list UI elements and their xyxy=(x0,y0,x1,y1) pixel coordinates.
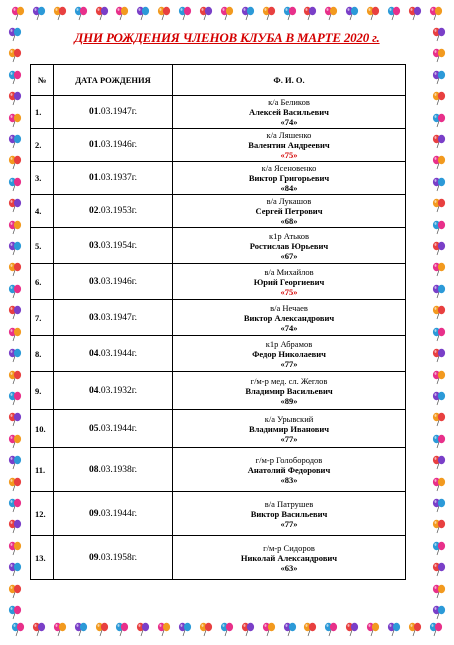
balloon-bunch-icon xyxy=(7,69,23,85)
balloon-bunch-icon xyxy=(431,454,447,470)
balloon-bunch-icon xyxy=(7,583,23,599)
member-fio xyxy=(173,195,406,228)
table-row xyxy=(31,162,406,195)
balloon-bunch-icon xyxy=(7,90,23,106)
balloon-bunch-icon xyxy=(344,5,360,21)
table-row xyxy=(31,195,406,228)
balloon-bunch-icon xyxy=(94,621,110,637)
birth-date xyxy=(54,448,173,492)
birth-day: 09 xyxy=(89,552,99,563)
row-number: 8. xyxy=(31,336,54,372)
birth-day: 01 xyxy=(89,173,99,183)
balloon-bunch-icon xyxy=(7,240,23,256)
balloon-bunch-icon xyxy=(114,5,130,21)
member-fio xyxy=(173,96,406,129)
balloon-bunch-icon xyxy=(7,497,23,513)
balloon-bunch-icon xyxy=(7,133,23,149)
birth-month-year: .03.1938г. xyxy=(98,464,137,475)
table-row xyxy=(31,264,406,300)
birth-month-year: .03.1946г. xyxy=(98,276,137,287)
row-number: 2. xyxy=(31,129,54,162)
balloon-bunch-icon xyxy=(431,369,447,385)
balloon-bunch-icon xyxy=(240,5,256,21)
member-age: «77» xyxy=(280,433,298,444)
member-given-names: Владимир Иванович xyxy=(248,423,330,434)
member-rank-surname: в/а Нечаев xyxy=(270,302,308,313)
balloon-bunch-icon xyxy=(386,5,402,21)
balloon-bunch-icon xyxy=(198,621,214,637)
balloon-bunch-icon xyxy=(407,5,423,21)
balloon-bunch-icon xyxy=(52,621,68,637)
balloon-bunch-icon xyxy=(135,621,151,637)
member-given-names: Сергей Петрович xyxy=(255,206,323,216)
balloon-bunch-icon xyxy=(240,621,256,637)
balloon-bunch-icon xyxy=(431,69,447,85)
birth-date xyxy=(54,410,173,448)
member-given-names: Ростислав Юрьевич xyxy=(249,240,329,251)
member-given-names: Анатолий Федорович xyxy=(247,464,331,475)
member-rank-surname: в/а Лукашов xyxy=(266,196,312,206)
balloon-bunch-icon xyxy=(177,5,193,21)
balloon-bunch-icon xyxy=(7,283,23,299)
balloon-bunch-icon xyxy=(7,604,23,620)
member-rank-surname: к/а Урывский xyxy=(264,413,314,424)
birth-day: 01 xyxy=(89,107,99,117)
birth-day: 03 xyxy=(89,276,99,287)
member-rank-surname: к/а Ясеновенко xyxy=(261,163,317,173)
balloon-bunch-icon xyxy=(7,219,23,235)
member-age: «63» xyxy=(280,562,298,573)
balloon-bunch-icon xyxy=(282,5,298,21)
balloon-bunch-icon xyxy=(431,240,447,256)
balloon-bunch-icon xyxy=(323,621,339,637)
balloon-border-bottom xyxy=(10,620,444,638)
balloon-bunch-icon xyxy=(7,261,23,277)
birthday-table xyxy=(30,64,406,580)
balloon-bunch-icon xyxy=(431,176,447,192)
row-number: 7. xyxy=(31,300,54,336)
member-rank-surname: г/м-р Голобородов xyxy=(255,454,323,465)
balloon-bunch-icon xyxy=(7,454,23,470)
row-number: 1. xyxy=(31,96,54,129)
balloon-bunch-icon xyxy=(365,5,381,21)
birth-date xyxy=(54,228,173,264)
balloon-bunch-icon xyxy=(431,540,447,556)
balloon-bunch-icon xyxy=(114,621,130,637)
member-rank-surname: к/а Ляшенко xyxy=(266,130,312,140)
row-number: 4. xyxy=(31,195,54,228)
member-fio xyxy=(173,162,406,195)
member-rank-surname: в/а Патрушев xyxy=(264,498,314,509)
balloon-bunch-icon xyxy=(7,411,23,427)
birth-day: 04 xyxy=(89,348,99,359)
birth-day: 01 xyxy=(89,140,99,150)
balloon-bunch-icon xyxy=(7,197,23,213)
table-row xyxy=(31,336,406,372)
birth-month-year: .03.1937г. xyxy=(98,173,137,183)
member-fio xyxy=(173,410,406,448)
balloon-bunch-icon xyxy=(7,112,23,128)
balloon-bunch-icon xyxy=(282,621,298,637)
member-age: «75» xyxy=(280,286,298,297)
row-number: 10. xyxy=(31,410,54,448)
member-fio xyxy=(173,228,406,264)
balloon-bunch-icon xyxy=(31,621,47,637)
balloon-bunch-icon xyxy=(431,261,447,277)
birth-month-year: .03.1932г. xyxy=(98,385,137,396)
birth-day: 03 xyxy=(89,240,99,251)
balloon-bunch-icon xyxy=(431,390,447,406)
balloon-bunch-icon xyxy=(431,112,447,128)
birth-day: 09 xyxy=(89,508,99,519)
birth-date xyxy=(54,96,173,129)
birth-day: 02 xyxy=(89,206,99,216)
member-fio xyxy=(173,372,406,410)
balloon-bunch-icon xyxy=(431,26,447,42)
table-row xyxy=(31,372,406,410)
member-age: «77» xyxy=(280,358,298,369)
birth-month-year: .03.1944г. xyxy=(98,508,137,519)
balloon-bunch-icon xyxy=(431,583,447,599)
member-age: «77» xyxy=(280,518,298,529)
birth-month-year: .03.1954г. xyxy=(98,240,137,251)
balloon-bunch-icon xyxy=(73,621,89,637)
balloon-bunch-icon xyxy=(431,283,447,299)
member-age: «83» xyxy=(280,474,298,485)
row-number: 12. xyxy=(31,492,54,536)
balloon-bunch-icon xyxy=(7,476,23,492)
balloon-bunch-icon xyxy=(431,326,447,342)
member-given-names: Виктор Васильевич xyxy=(250,508,328,519)
birth-date xyxy=(54,300,173,336)
balloon-border-top xyxy=(10,4,444,22)
header-name: Ф. И. О. xyxy=(173,65,406,96)
table-row xyxy=(31,410,406,448)
birth-month-year: .03.1947г. xyxy=(98,312,137,323)
balloon-bunch-icon xyxy=(431,197,447,213)
row-number: 3. xyxy=(31,162,54,195)
table-row xyxy=(31,448,406,492)
birth-date xyxy=(54,162,173,195)
row-number: 13. xyxy=(31,536,54,580)
balloon-bunch-icon xyxy=(73,5,89,21)
balloon-bunch-icon xyxy=(7,47,23,63)
balloon-bunch-icon xyxy=(386,621,402,637)
balloon-bunch-icon xyxy=(7,390,23,406)
member-rank-surname: г/м-р Сидоров xyxy=(263,542,315,553)
member-fio xyxy=(173,336,406,372)
member-rank-surname: к1р Абрамов xyxy=(265,338,313,349)
row-number: 5. xyxy=(31,228,54,264)
row-number: 11. xyxy=(31,448,54,492)
table-row xyxy=(31,228,406,264)
balloon-bunch-icon xyxy=(219,5,235,21)
balloon-bunch-icon xyxy=(431,604,447,620)
member-given-names: Федор Николаевич xyxy=(252,348,326,359)
member-fio xyxy=(173,264,406,300)
balloon-bunch-icon xyxy=(7,154,23,170)
birth-day: 04 xyxy=(89,385,99,396)
balloon-bunch-icon xyxy=(407,621,423,637)
balloon-bunch-icon xyxy=(344,621,360,637)
birth-date xyxy=(54,372,173,410)
member-given-names: Валентин Андреевич xyxy=(248,140,330,150)
balloon-bunch-icon xyxy=(302,5,318,21)
member-age: «89» xyxy=(280,395,298,406)
table-body xyxy=(31,96,406,580)
birth-day: 03 xyxy=(89,312,99,323)
balloon-bunch-icon xyxy=(156,5,172,21)
member-given-names: Виктор Александрович xyxy=(243,312,335,323)
member-rank-surname: к/а Беликов xyxy=(268,97,310,107)
birth-month-year: .03.1958г. xyxy=(98,552,137,563)
member-age: «74» xyxy=(280,322,298,333)
balloon-bunch-icon xyxy=(7,347,23,363)
header-num: № xyxy=(31,65,54,96)
member-fio xyxy=(173,300,406,336)
balloon-bunch-icon xyxy=(431,133,447,149)
birth-date xyxy=(54,129,173,162)
member-given-names: Юрий Георгиевич xyxy=(253,276,325,287)
birth-day: 08 xyxy=(89,464,99,475)
header-date: ДАТА РОЖДЕНИЯ xyxy=(54,65,173,96)
member-fio xyxy=(173,492,406,536)
balloon-bunch-icon xyxy=(10,621,26,637)
balloon-bunch-icon xyxy=(431,347,447,363)
balloon-bunch-icon xyxy=(177,621,193,637)
balloon-bunch-icon xyxy=(7,176,23,192)
balloon-bunch-icon xyxy=(431,47,447,63)
balloon-bunch-icon xyxy=(135,5,151,21)
row-number: 6. xyxy=(31,264,54,300)
table-row xyxy=(31,300,406,336)
balloon-bunch-icon xyxy=(431,90,447,106)
balloon-bunch-icon xyxy=(261,5,277,21)
balloon-bunch-icon xyxy=(7,561,23,577)
birth-month-year: .03.1944г. xyxy=(98,348,137,359)
balloon-bunch-icon xyxy=(431,304,447,320)
birth-day: 05 xyxy=(89,423,99,434)
birth-date xyxy=(54,264,173,300)
member-rank-surname: г/м-р мед. сл. Жеглов xyxy=(250,375,328,386)
balloon-bunch-icon xyxy=(431,154,447,170)
table-row xyxy=(31,492,406,536)
balloon-bunch-icon xyxy=(431,219,447,235)
birth-month-year: .03.1953г. xyxy=(98,206,137,216)
member-rank-surname: в/а Михайлов xyxy=(264,266,314,277)
balloon-bunch-icon xyxy=(31,5,47,21)
balloon-bunch-icon xyxy=(156,621,172,637)
birth-date xyxy=(54,195,173,228)
balloon-bunch-icon xyxy=(261,621,277,637)
balloon-bunch-icon xyxy=(7,26,23,42)
balloon-bunch-icon xyxy=(431,476,447,492)
member-given-names: Владимир Васильевич xyxy=(245,385,333,396)
member-age: «75» xyxy=(280,150,298,160)
balloon-bunch-icon xyxy=(431,497,447,513)
balloon-bunch-icon xyxy=(7,326,23,342)
balloon-bunch-icon xyxy=(52,5,68,21)
balloon-bunch-icon xyxy=(431,433,447,449)
balloon-border-left xyxy=(6,26,24,620)
row-number: 9. xyxy=(31,372,54,410)
member-age: «84» xyxy=(280,183,298,193)
balloon-bunch-icon xyxy=(365,621,381,637)
table-header-row xyxy=(31,65,406,96)
page-title: ДНИ РОЖДЕНИЯ ЧЛЕНОВ КЛУБА В МАРТЕ 2020 г. xyxy=(74,30,380,45)
balloon-border-right xyxy=(430,26,448,620)
balloon-bunch-icon xyxy=(431,518,447,534)
member-fio xyxy=(173,129,406,162)
birth-date xyxy=(54,336,173,372)
balloon-bunch-icon xyxy=(198,5,214,21)
balloon-bunch-icon xyxy=(7,369,23,385)
birth-date xyxy=(54,492,173,536)
birth-month-year: .03.1944г. xyxy=(98,423,137,434)
member-age: «68» xyxy=(280,216,298,226)
balloon-bunch-icon xyxy=(94,5,110,21)
table-row xyxy=(31,129,406,162)
table-row xyxy=(31,96,406,129)
balloon-bunch-icon xyxy=(7,304,23,320)
birth-month-year: .03.1947г. xyxy=(98,107,137,117)
table-row xyxy=(31,536,406,580)
balloon-bunch-icon xyxy=(428,5,444,21)
balloon-bunch-icon xyxy=(428,621,444,637)
balloon-bunch-icon xyxy=(7,540,23,556)
balloon-bunch-icon xyxy=(10,5,26,21)
balloon-bunch-icon xyxy=(323,5,339,21)
member-fio xyxy=(173,536,406,580)
member-given-names: Алексей Васильевич xyxy=(249,107,329,117)
balloon-bunch-icon xyxy=(431,411,447,427)
member-given-names: Виктор Григорьевич xyxy=(248,173,330,183)
member-rank-surname: к1р Атьков xyxy=(268,230,310,241)
balloon-bunch-icon xyxy=(7,433,23,449)
balloon-bunch-icon xyxy=(219,621,235,637)
balloon-bunch-icon xyxy=(302,621,318,637)
member-age: «74» xyxy=(280,117,298,127)
member-given-names: Николай Александрович xyxy=(240,552,338,563)
birth-month-year: .03.1946г. xyxy=(98,140,137,150)
balloon-bunch-icon xyxy=(7,518,23,534)
member-fio xyxy=(173,448,406,492)
balloon-bunch-icon xyxy=(431,561,447,577)
member-age: «67» xyxy=(280,250,298,261)
birth-date xyxy=(54,536,173,580)
